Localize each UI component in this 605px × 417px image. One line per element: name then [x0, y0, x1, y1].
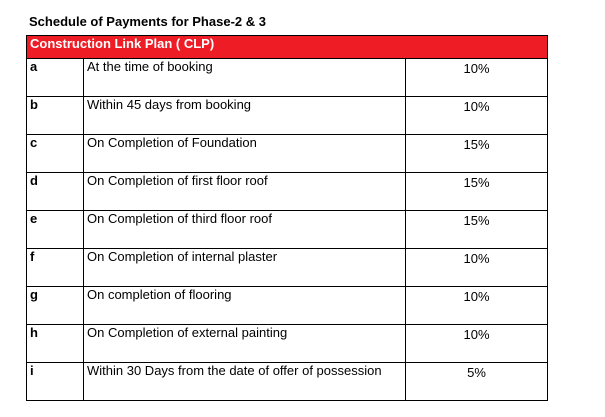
row-percent: 5% [406, 363, 548, 401]
payment-schedule-table [26, 35, 548, 401]
row-description: On Completion of third floor roof [84, 211, 406, 249]
row-letter: b [27, 97, 84, 135]
table-row [27, 135, 548, 173]
table-row [27, 325, 548, 363]
table-row [27, 173, 548, 211]
row-letter: g [27, 287, 84, 325]
table-row [27, 249, 548, 287]
table-row [27, 97, 548, 135]
row-percent: 10% [406, 97, 548, 135]
row-percent: 10% [406, 325, 548, 363]
table-row [27, 287, 548, 325]
row-percent: 15% [406, 173, 548, 211]
row-description: Within 30 Days from the date of offer of possession [84, 363, 406, 401]
row-percent: 10% [406, 287, 548, 325]
table-row [27, 211, 548, 249]
table-header-row [27, 36, 548, 59]
document-title: Schedule of Payments for Phase-2 & 3 [29, 14, 266, 29]
row-percent: 10% [406, 249, 548, 287]
row-percent: 15% [406, 211, 548, 249]
row-percent: 15% [406, 135, 548, 173]
row-description: On Completion of Foundation [84, 135, 406, 173]
row-description: On Completion of internal plaster [84, 249, 406, 287]
row-letter: c [27, 135, 84, 173]
row-letter: h [27, 325, 84, 363]
table-row [27, 59, 548, 97]
row-description: At the time of booking [84, 59, 406, 97]
row-letter: e [27, 211, 84, 249]
table-row [27, 363, 548, 401]
row-description: Within 45 days from booking [84, 97, 406, 135]
row-letter: f [27, 249, 84, 287]
row-description: On Completion of first floor roof [84, 173, 406, 211]
plan-header: Construction Link Plan ( CLP) [27, 36, 548, 59]
row-description: On Completion of external painting [84, 325, 406, 363]
row-description: On completion of flooring [84, 287, 406, 325]
row-percent: 10% [406, 59, 548, 97]
row-letter: i [27, 363, 84, 401]
row-letter: a [27, 59, 84, 97]
row-letter: d [27, 173, 84, 211]
